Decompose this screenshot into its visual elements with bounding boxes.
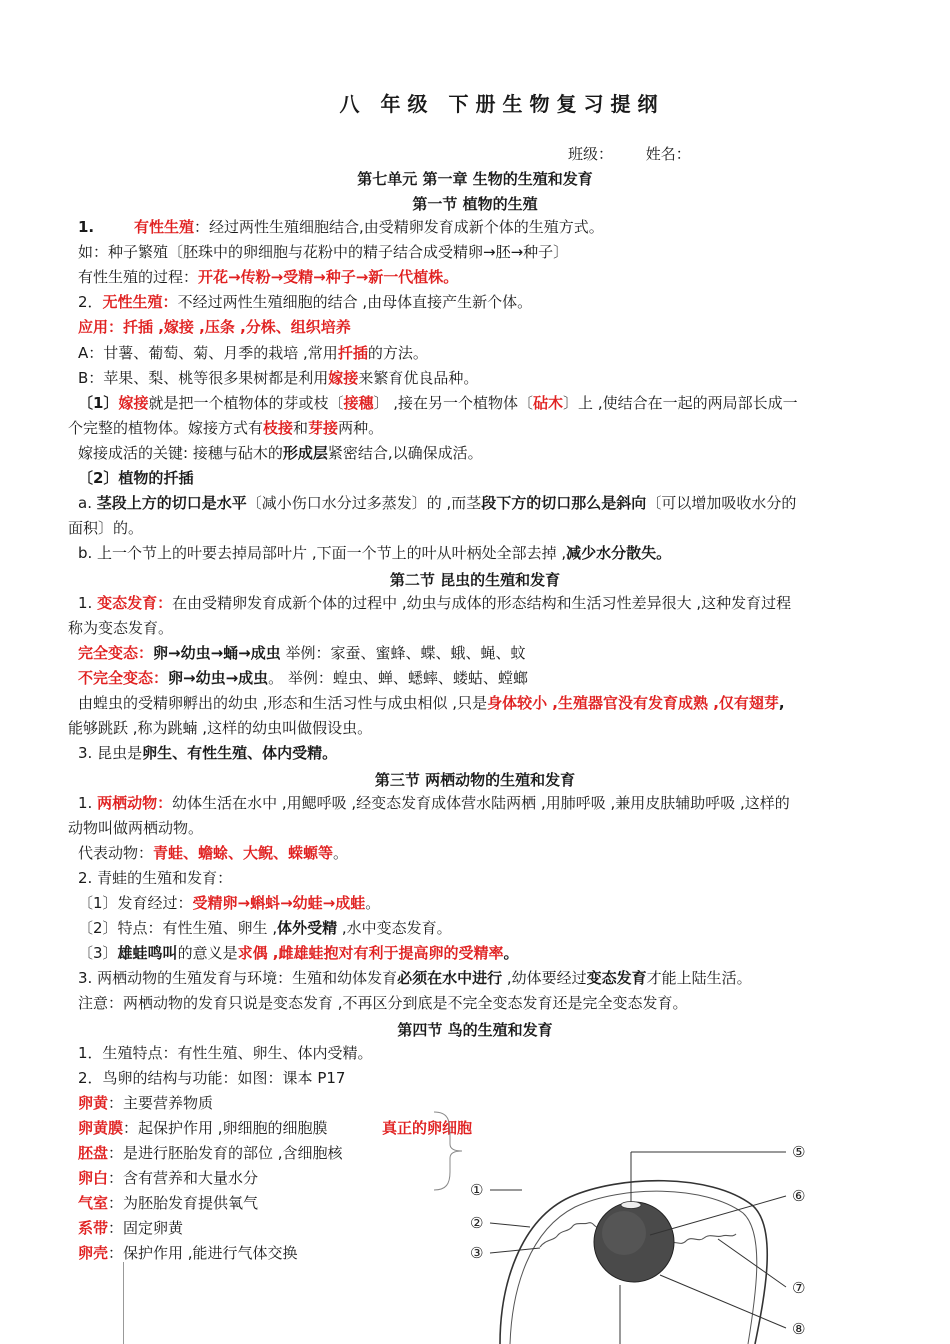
s3-l1-a: 1. bbox=[78, 794, 98, 812]
egg-part-desc: ：起保护作用 ,卵细胞的细胞膜 bbox=[123, 1119, 328, 1137]
s1-l10-a: 嫁接成活的关键: 接穗与砧木的 bbox=[78, 444, 283, 462]
s1-line-1 bbox=[78, 215, 884, 240]
s1-l3-a: 有性生殖的过程： bbox=[78, 268, 199, 286]
s1-l7-a: B：苹果、梨、桃等很多果树都是利用 bbox=[78, 369, 329, 387]
egg-part-desc: ：含有营养和大量水分 bbox=[108, 1169, 259, 1187]
s1-l12-e: 〔可以增加吸收水分的 bbox=[646, 494, 797, 512]
s3-l6-b: 体外受精 bbox=[277, 919, 338, 937]
s2-l1-term: 变态发育： bbox=[97, 594, 173, 612]
s3-line-4: 2. 青蛙的生殖和发育： bbox=[78, 869, 233, 887]
egg-part-desc: ：固定卵黄 bbox=[108, 1219, 184, 1237]
chalaza-right bbox=[670, 1234, 736, 1245]
s1-line-11: 〔2〕植物的扦插 bbox=[78, 469, 194, 487]
s1-l8-a: 〔1〕 bbox=[78, 394, 119, 412]
egg-part-term: 卵壳 bbox=[78, 1244, 109, 1262]
s2-l1-a: 1. bbox=[78, 594, 98, 612]
yolk-highlight bbox=[602, 1211, 646, 1255]
s2-l4-term: 不完全变态： bbox=[78, 669, 169, 687]
egg-part-term: 胚盘 bbox=[78, 1144, 109, 1162]
s3-line-8 bbox=[78, 966, 884, 991]
s3-line-5 bbox=[78, 891, 884, 916]
s2-line-4 bbox=[78, 666, 884, 691]
s1-l9-c: 和 bbox=[293, 419, 309, 437]
s3-l7-d: 求偶 ,雌雄蛙抱对有利于提高卵的受精率 bbox=[237, 944, 504, 962]
s1-l1-text: ：经过两性生殖细胞结合,由受精卵发育成新个体的生殖方式。 bbox=[194, 218, 604, 236]
s2-l3-b: 卵→幼虫→蛹→成虫 bbox=[153, 644, 281, 662]
s1-l8-g: 〕上 ,使结合在一起的两局部长成一 bbox=[563, 394, 798, 412]
s3-l8-c: ,幼体要经过 bbox=[502, 969, 587, 987]
unit-heading: 第七单元 第一章 生物的生殖和发育 bbox=[357, 170, 593, 188]
s1-l12-c: 〔减小伤口水分过多蒸发〕的 ,而茎 bbox=[246, 494, 482, 512]
s1-line-8 bbox=[78, 391, 884, 416]
s3-l8-d: 变态发育 bbox=[586, 969, 647, 987]
s3-line-6 bbox=[78, 916, 884, 941]
s1-l8-e: 〕 ,接在另一个植物体〔 bbox=[373, 394, 534, 412]
s1-l4-text: 不经过两性生殖细胞的结合 ,由母体直接产生新个体。 bbox=[177, 293, 533, 311]
s2-l7-b: 卵生、有性生殖、体内受精。 bbox=[142, 744, 338, 762]
egg-part-term: 卵白 bbox=[78, 1169, 109, 1187]
s2-l4-b: 卵→幼虫→成虫 bbox=[168, 669, 269, 687]
s3-l5-b: 受精卵→蝌蚪→幼蛙→成蛙 bbox=[192, 894, 366, 912]
s1-line-5: 应用：扦插 ,嫁接 ,压条 ,分株、组织培养 bbox=[78, 318, 351, 336]
s3-l3-a: 代表动物： bbox=[78, 844, 154, 862]
class-label: 班级： bbox=[568, 145, 614, 163]
s2-l5-a: 由蝗虫的受精卵孵出的幼虫 ,形态和生活习性与成虫相似 ,只是 bbox=[78, 694, 488, 712]
s1-l3-b: 开花→传粉→受精→种子→新一代植株。 bbox=[198, 268, 459, 286]
s3-l7-b: 雄蛙鸣叫 bbox=[117, 944, 178, 962]
section-4-heading: 第四节 鸟的生殖和发育 bbox=[397, 1021, 553, 1039]
s3-l7-c: 的意义是 bbox=[177, 944, 238, 962]
section-1-heading: 第一节 植物的生殖 bbox=[412, 195, 538, 213]
s2-line-7 bbox=[78, 741, 884, 766]
s2-line-1 bbox=[78, 591, 884, 616]
true-egg-cell-note: 真正的卵细胞 bbox=[382, 1119, 473, 1137]
diagram-label: ⑥ bbox=[792, 1187, 806, 1205]
leader-line bbox=[718, 1239, 786, 1287]
name-label: 姓名： bbox=[645, 145, 691, 163]
s2-l5-b: 身体较小 ,生殖器官没有发育成熟 ,仅有翅芽 bbox=[487, 694, 779, 712]
s2-line-6: 能够跳跃 ,称为跳蝻 ,这样的幼虫叫做假设虫。 bbox=[68, 719, 373, 737]
egg-part-desc: ：保护作用 ,能进行气体交换 bbox=[108, 1244, 298, 1262]
s3-l6-a: 〔2〕特点：有性生殖、卵生 , bbox=[78, 919, 278, 937]
section-3-heading: 第三节 两栖动物的生殖和发育 bbox=[374, 771, 576, 789]
s1-line-9 bbox=[68, 416, 874, 441]
leader-line bbox=[660, 1275, 786, 1328]
s1-l7-b: 嫁接 bbox=[328, 369, 359, 387]
s1-line-12 bbox=[78, 491, 884, 516]
page-title: 八 年级 下册生物复习提纲 bbox=[339, 92, 665, 116]
s1-line-10 bbox=[78, 441, 884, 466]
s1-l4-term: 无性生殖： bbox=[102, 293, 178, 311]
diagram-label: ⑧ bbox=[792, 1320, 806, 1338]
egg-part-term: 卵黄膜 bbox=[78, 1119, 124, 1137]
s1-l7-c: 来繁育优良品种。 bbox=[358, 369, 479, 387]
s2-line-5 bbox=[78, 691, 884, 716]
s4-line-1: 1．生殖特点：有性生殖、卵生、体内受精。 bbox=[78, 1044, 373, 1062]
egg-part-desc: ：为胚胎发育提供氧气 bbox=[108, 1194, 259, 1212]
s1-l10-c: 紧密结合,以确保成活。 bbox=[327, 444, 483, 462]
s3-line-7 bbox=[78, 941, 884, 966]
s2-l7-a: 3. 昆虫是 bbox=[78, 744, 143, 762]
s1-l9-a: 个完整的植物体。嫁接方式有 bbox=[68, 419, 264, 437]
s1-line-14 bbox=[78, 541, 884, 566]
s1-l6-c: 的方法。 bbox=[367, 344, 428, 362]
s1-l4-a: 2． bbox=[78, 293, 103, 311]
s2-line-3 bbox=[78, 641, 884, 666]
s1-line-7 bbox=[78, 366, 884, 391]
s2-l5-c: , bbox=[778, 694, 785, 712]
s3-line-2: 动物叫做两栖动物。 bbox=[68, 819, 204, 837]
s3-l8-a: 3. 两栖动物的生殖发育与环境：生殖和幼体发育 bbox=[78, 969, 398, 987]
diagram-label: ⑤ bbox=[792, 1143, 806, 1161]
s1-l9-d: 芽接 bbox=[308, 419, 339, 437]
diagram-label: ① bbox=[470, 1181, 484, 1199]
class-name-line bbox=[568, 143, 719, 164]
s1-line-2: 如：种子繁殖〔胚珠中的卵细胞与花粉中的精子结合成受精卵→胚→种子〕 bbox=[78, 243, 569, 261]
s1-l8-c: 就是把一个植物体的芽或枝〔 bbox=[148, 394, 344, 412]
s1-line-13: 面积〕的。 bbox=[68, 519, 144, 537]
egg-part-row bbox=[78, 1091, 884, 1116]
s3-line-1 bbox=[78, 791, 884, 816]
s1-l9-e: 两种。 bbox=[338, 419, 384, 437]
s1-l9-b: 枝接 bbox=[263, 419, 294, 437]
s2-l1-text: 在由受精卵发育成新个体的过程中 ,幼虫与成体的形态结构和生活习性差异很大 ,这种发育过程 bbox=[172, 594, 792, 612]
s1-l14-b: 减少水分散失。 bbox=[566, 544, 672, 562]
diagram-label: ⑦ bbox=[792, 1279, 806, 1297]
s3-l7-a: 〔3〕 bbox=[78, 944, 118, 962]
egg-part-term: 卵黄 bbox=[78, 1094, 109, 1112]
egg-part-term: 系带 bbox=[78, 1219, 109, 1237]
s3-l6-c: ,水中变态发育。 bbox=[337, 919, 452, 937]
s1-l1-term: 有性生殖 bbox=[134, 218, 195, 236]
s2-l3-c: 举例：家蚕、蜜蜂、蝶、蛾、蝇、蚊 bbox=[280, 644, 526, 662]
s3-l1-text: 幼体生活在水中 ,用鳃呼吸 ,经变态发育成体营水陆两栖 ,用肺呼吸 ,兼用皮肤辅助呼吸 ,这样的 bbox=[172, 794, 790, 812]
s3-l7-e: 。 bbox=[503, 944, 519, 962]
s1-l8-d: 接穗 bbox=[343, 394, 374, 412]
s3-l3-b: 青蛙、蟾蜍、大鲵、蝾螈等 bbox=[153, 844, 334, 862]
s2-l4-c: 。 举例：蝗虫、蝉、蟋蟀、蝼蛄、螳螂 bbox=[268, 669, 528, 687]
s1-l6-b: 扦插 bbox=[337, 344, 368, 362]
s3-l8-e: 才能上陆生活。 bbox=[646, 969, 752, 987]
s2-l3-term: 完全变态： bbox=[78, 644, 154, 662]
s1-l6-a: A：甘薯、葡萄、菊、月季的栽培 ,常用 bbox=[78, 344, 338, 362]
s1-l12-d: 段下方的切口那么是斜向 bbox=[481, 494, 647, 512]
s1-line-6 bbox=[78, 341, 884, 366]
egg-part-desc: ：主要营养物质 bbox=[108, 1094, 214, 1112]
s1-line-3 bbox=[78, 265, 884, 290]
s2-line-2: 称为变态发育。 bbox=[68, 619, 174, 637]
diagram-label: ② bbox=[470, 1214, 484, 1232]
s1-l12-a: a. bbox=[78, 494, 97, 512]
s1-l12-b: 茎段上方的切口是水平 bbox=[96, 494, 247, 512]
s1-l8-f: 砧木 bbox=[533, 394, 564, 412]
s3-line-9: 注意：两栖动物的发育只说是变态发育 ,不再区分到底是不完全变态发育还是完全变态发育。 bbox=[78, 994, 688, 1012]
section-2-heading: 第二节 昆虫的生殖和发育 bbox=[389, 571, 561, 589]
s3-l8-b: 必须在水中进行 bbox=[397, 969, 503, 987]
s3-l3-c: 。 bbox=[333, 844, 349, 862]
s1-line-4 bbox=[78, 290, 884, 315]
egg-structure-diagram bbox=[460, 1135, 820, 1344]
s3-l1-term: 两栖动物： bbox=[97, 794, 173, 812]
s3-line-3 bbox=[78, 841, 884, 866]
egg-part-desc: ：是进行胚胎发育的部位 ,含细胞核 bbox=[108, 1144, 343, 1162]
leader-line bbox=[490, 1223, 530, 1227]
s1-l14-a: b. 上一个节上的叶要去掉局部叶片 ,下面一个节上的叶从叶柄处全部去掉 , bbox=[78, 544, 567, 562]
s4-line-2: 2．鸟卵的结构与功能：如图：课本 P17 bbox=[78, 1069, 346, 1087]
diagram-label: ③ bbox=[470, 1244, 484, 1262]
s1-l8-b: 嫁接 bbox=[118, 394, 149, 412]
s1-l1-num: 1. bbox=[78, 218, 95, 236]
egg-part-term: 气室 bbox=[78, 1194, 109, 1212]
margin-rule bbox=[123, 1262, 124, 1344]
s1-l10-b: 形成层 bbox=[282, 444, 328, 462]
s3-l5-c: 。 bbox=[365, 894, 381, 912]
s3-l5-a: 〔1〕发育经过： bbox=[78, 894, 193, 912]
germinal-disc bbox=[621, 1202, 641, 1209]
